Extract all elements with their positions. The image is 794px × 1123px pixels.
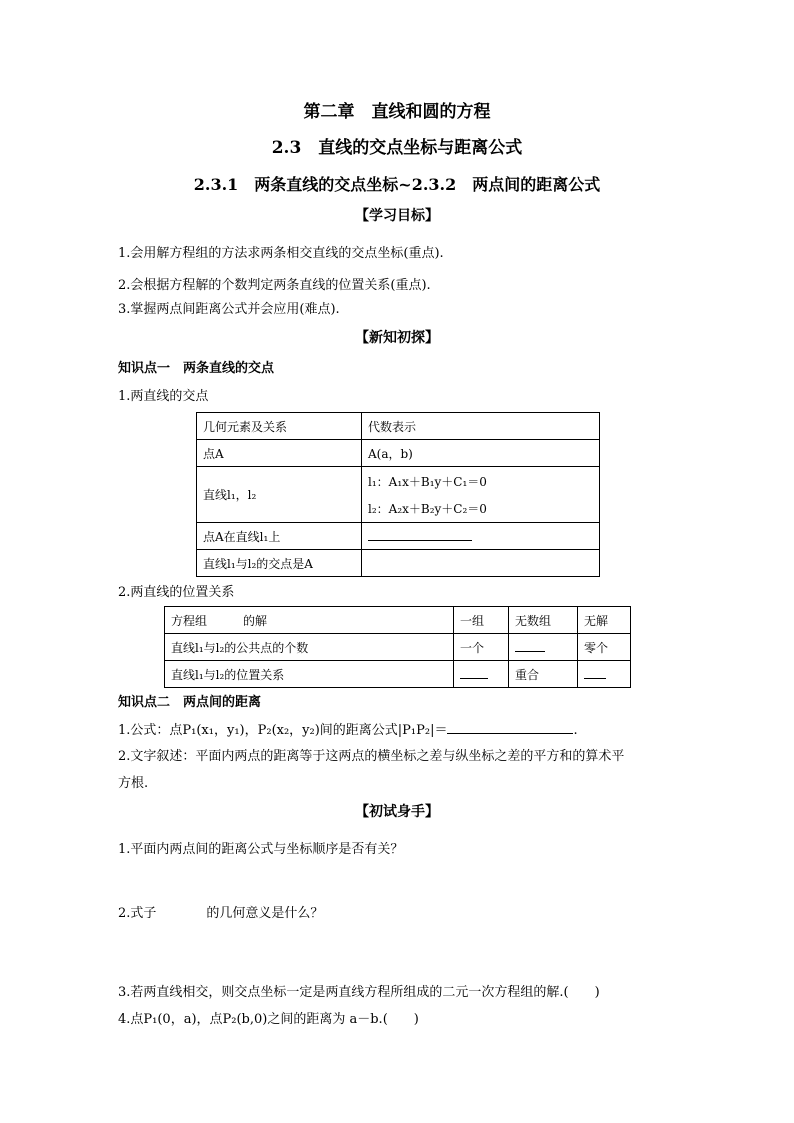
kp2-formula-end: .	[573, 723, 578, 738]
table1-line-equations	[362, 467, 600, 523]
table2-header-system: 方程组 的解	[165, 607, 454, 634]
table1-header-geometry: 几何元素及关系	[197, 413, 362, 440]
kp2-item-2-line-1: 2.文字叙述：平面内两点的距离等于这两点的横坐标之差与纵坐标之差的平方和的算术平	[118, 749, 625, 764]
table2-header-infinite: 无数组	[509, 607, 578, 634]
table1-point-on-line-blank[interactable]	[362, 523, 600, 550]
kp2-formula-blank[interactable]	[447, 721, 573, 734]
kp1-item-2: 2.两直线的位置关系	[118, 585, 235, 600]
knowledge-point-1-title: 知识点一 两条直线的交点	[118, 361, 275, 376]
table2-position-intersect-blank[interactable]	[454, 661, 509, 688]
goal-item-1: 1.会用解方程组的方法求两条相交直线的交点坐标(重点).	[118, 246, 444, 261]
trial-heading: 【初试身手】	[355, 804, 439, 820]
table2-position-parallel-blank[interactable]	[578, 661, 631, 688]
intersection-table	[196, 412, 600, 577]
table2-count-one: 一个	[454, 634, 509, 661]
subsection-title: 2.3.1 两条直线的交点坐标~2.3.2 两点间的距离公式	[193, 175, 601, 194]
table1-point-a-coords: A(a，b)	[362, 440, 600, 467]
kp2-item-1	[118, 719, 578, 738]
table2-header-none: 无解	[578, 607, 631, 634]
table1-line-eq-2: l₂：A₂x＋B₂y＋C₂＝0	[368, 501, 487, 516]
table2-common-points-label: 直线l₁与l₂的公共点的个数	[165, 634, 454, 661]
question-4: 4.点P₁(0，a)，点P₂(b,0)之间的距离为 a－b.( )	[118, 1012, 419, 1027]
table1-line-eq-1: l₁：A₁x＋B₁y＋C₁＝0	[368, 474, 487, 489]
question-2-end: 的几何意义是什么？	[206, 906, 324, 921]
table1-point-a: 点A	[197, 440, 362, 467]
position-relation-table	[164, 606, 631, 688]
question-1: 1.平面内两点间的距离公式与坐标顺序是否有关？	[118, 842, 404, 857]
question-2	[118, 902, 323, 921]
goal-item-2: 2.会根据方程解的个数判定两条直线的位置关系(重点).	[118, 278, 431, 293]
learning-goals-heading: 【学习目标】	[355, 208, 439, 224]
new-knowledge-heading: 【新知初探】	[355, 330, 439, 346]
table2-header-one: 一组	[454, 607, 509, 634]
kp1-item-1: 1.两直线的交点	[118, 389, 209, 404]
question-3: 3.若两直线相交，则交点坐标一定是两直线方程所组成的二元一次方程组的解.( )	[118, 985, 600, 1000]
question-2-start: 2.式子	[118, 906, 157, 921]
table1-header-algebra: 代数表示	[362, 413, 600, 440]
goal-item-3: 3.掌握两点间距离公式并会应用(难点).	[118, 302, 340, 317]
table2-count-infinite-blank[interactable]	[509, 634, 578, 661]
table1-point-on-line-label: 点A在直线l₁上	[197, 523, 362, 550]
table2-position-coincide: 重合	[509, 661, 578, 688]
section-title: 2.3 直线的交点坐标与距离公式	[271, 138, 523, 158]
table1-intersection-label: 直线l₁与l₂的交点是A	[197, 550, 362, 577]
table1-intersection-blank[interactable]	[362, 550, 600, 577]
kp2-formula-text: 1.公式：点P₁(x₁，y₁)，P₂(x₂，y₂)间的距离公式|P₁P₂|＝	[118, 723, 448, 738]
knowledge-point-2-title: 知识点二 两点间的距离	[118, 695, 262, 710]
table2-position-label: 直线l₁与l₂的位置关系	[165, 661, 454, 688]
chapter-title: 第二章 直线和圆的方程	[303, 102, 491, 122]
kp2-item-2-line-2: 方根.	[118, 776, 149, 791]
table1-lines-label: 直线l₁，l₂	[197, 467, 362, 523]
table2-count-zero: 零个	[578, 634, 631, 661]
